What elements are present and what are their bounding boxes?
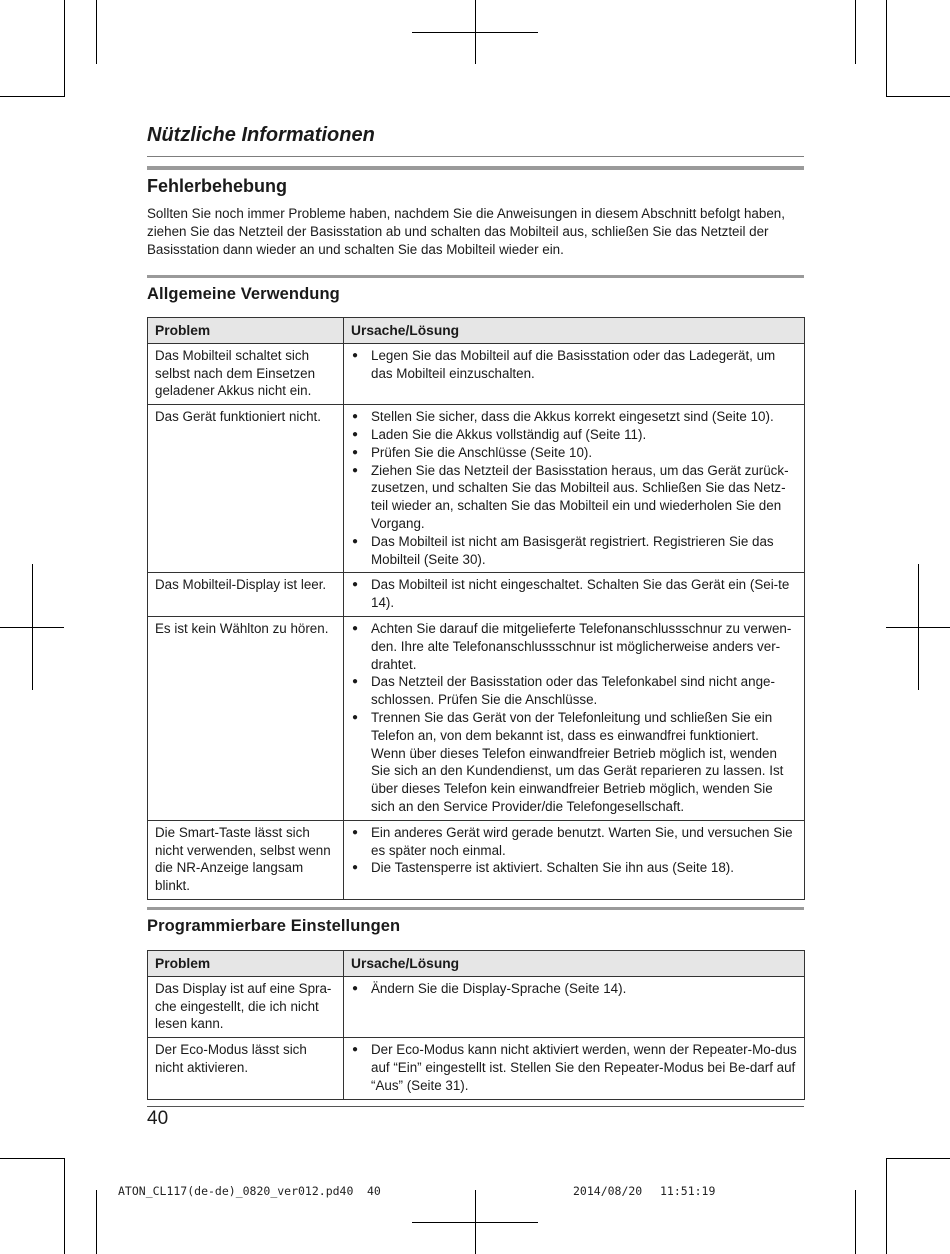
- general-table: [147, 317, 805, 900]
- solution-cell: [344, 616, 805, 820]
- header-rule: [147, 156, 804, 157]
- subsection-rule: [147, 907, 804, 910]
- solution-item: ● Das Netzteil der Basisstation oder das Telefonkabel sind nicht ange-schlossen. Prüfen Sie die Anschlüsse.: [351, 673, 797, 709]
- table-header-row: [148, 318, 805, 344]
- table-row: [148, 1038, 805, 1099]
- column-header-solution: Ursache/Lösung: [344, 951, 805, 977]
- subsection-title-general: Allgemeine Verwendung: [147, 285, 340, 303]
- subsection-rule: [147, 275, 804, 278]
- column-header-problem: Problem: [148, 951, 344, 977]
- page-number: 40: [147, 1108, 169, 1129]
- solution-item: ● Laden Sie die Akkus vollständig auf (Seite 11).: [351, 426, 797, 444]
- problem-cell: Das Display ist auf eine Spra-che eingestellt, die ich nicht lesen kann.: [148, 976, 344, 1037]
- table-row: [148, 616, 805, 820]
- section-title: Fehlerbehebung: [147, 176, 288, 196]
- solution-cell: [344, 573, 805, 617]
- solution-list: [351, 1041, 797, 1094]
- solution-list: [351, 980, 797, 998]
- solution-item: ● Legen Sie das Mobilteil auf die Basisstation oder das Ladegerät, um das Mobilteil einzuschalten.: [351, 347, 797, 383]
- solution-item: ● Stellen Sie sicher, dass die Akkus korrekt eingesetzt sind (Seite 10).: [351, 408, 797, 426]
- solution-item: ● Ändern Sie die Display-Sprache (Seite 14).: [351, 980, 797, 998]
- solution-list: [351, 620, 797, 816]
- problem-cell: Die Smart-Taste lässt sich nicht verwenden, selbst wenn die NR-Anzeige langsam blinkt.: [148, 820, 344, 899]
- solution-cell: [344, 343, 805, 404]
- solution-cell: [344, 820, 805, 899]
- table-row: [148, 405, 805, 573]
- problem-cell: Das Mobilteil-Display ist leer.: [148, 573, 344, 617]
- solution-list: [351, 347, 797, 383]
- solution-item: ● Der Eco-Modus kann nicht aktiviert werden, wenn der Repeater-Mo-dus auf “Ein” eingestellt ist. Stellen Sie den Repeater-Modus bei Be-darf auf “Aus” (Seite 31).: [351, 1041, 797, 1094]
- solution-item: ● Die Tastensperre ist aktiviert. Schalten Sie ihn aus (Seite 18).: [351, 859, 797, 877]
- problem-cell: Das Gerät funktioniert nicht.: [148, 405, 344, 573]
- solution-item: ● Das Mobilteil ist nicht am Basisgerät registriert. Registrieren Sie das Mobilteil (Seite 30).: [351, 533, 797, 569]
- solution-item: ● Ein anderes Gerät wird gerade benutzt. Warten Sie, und versuchen Sie es später noch einmal.: [351, 824, 797, 860]
- column-header-problem: Problem: [148, 318, 344, 344]
- solution-item: ● Prüfen Sie die Anschlüsse (Seite 10).: [351, 444, 797, 462]
- solution-item: ● Achten Sie darauf die mitgelieferte Telefonanschlussschnur zu verwen-den. Ihre alte Telefonanschlussschnur ist möglicherweise anders ver-drahtet.: [351, 620, 797, 673]
- solution-cell: [344, 405, 805, 573]
- print-file-name: ATON_CL117(de-de)_0820_ver012.pd40: [118, 1184, 354, 1198]
- table-row: [148, 343, 805, 404]
- problem-cell: Das Mobilteil schaltet sich selbst nach dem Einsetzen geladener Akkus nicht ein.: [148, 343, 344, 404]
- footer-rule: [147, 1106, 804, 1107]
- column-header-solution: Ursache/Lösung: [344, 318, 805, 344]
- print-page-number: 40: [367, 1184, 381, 1198]
- solution-item: ● Ziehen Sie das Netzteil der Basisstation heraus, um das Gerät zurück-zusetzen, und schalten Sie das Mobilteil aus. Schließen Sie das Netz-teil wieder an, schalten Sie das Mobilteil ein und wiederholen Sie den Vorgang.: [351, 462, 797, 533]
- table-row: [148, 820, 805, 899]
- running-header: Nützliche Informationen: [147, 124, 375, 146]
- table-row: [148, 573, 805, 617]
- intro-paragraph: Sollten Sie noch immer Probleme haben, nachdem Sie die Anweisungen in diesem Abschnitt befolgt haben, ziehen Sie das Netzteil der Basisstation ab und schalten das Mobilteil aus, schließen Sie das Netzteil der Basisstation dann wieder an und schalten Sie das Mobilteil wieder ein.: [147, 206, 785, 257]
- problem-cell: Es ist kein Wählton zu hören.: [148, 616, 344, 820]
- programmable-table: [147, 950, 805, 1100]
- print-date: 2014/08/20: [573, 1184, 643, 1198]
- section-rule: [147, 166, 804, 170]
- table-row: [148, 976, 805, 1037]
- solution-item: ● Trennen Sie das Gerät von der Telefonleitung und schließen Sie ein Telefon an, von dem bekannt ist, dass es einwandfrei funktioniert. Wenn über dieses Telefon einwandfreier Betrieb möglich ist, wenden Sie sich an den Kundendienst, um das Gerät reparieren zu lassen. Ist über dieses Telefon kein einwandfreier Betrieb möglich, wenden Sie sich an den Service Provider/die Telefongesellschaft.: [351, 709, 797, 816]
- solution-list: [351, 576, 797, 612]
- subsection-title-programmable: Programmierbare Einstellungen: [147, 917, 401, 935]
- solution-cell: [344, 1038, 805, 1099]
- solution-list: [351, 824, 797, 877]
- solution-list: [351, 408, 797, 568]
- solution-item: ● Das Mobilteil ist nicht eingeschaltet. Schalten Sie das Gerät ein (Sei-te 14).: [351, 576, 797, 612]
- print-time: 11:51:19: [660, 1184, 716, 1198]
- table-header-row: [148, 951, 805, 977]
- solution-cell: [344, 976, 805, 1037]
- problem-cell: Der Eco-Modus lässt sich nicht aktivieren.: [148, 1038, 344, 1099]
